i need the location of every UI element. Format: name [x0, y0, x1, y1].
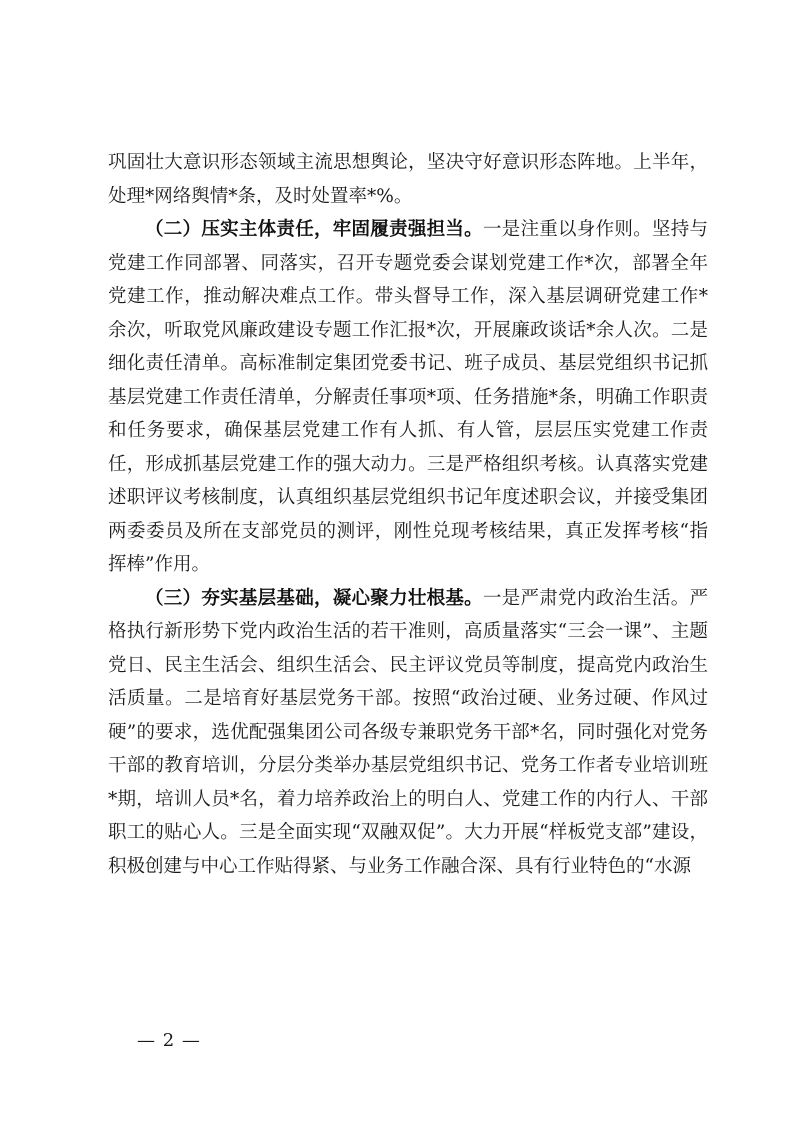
page-number: — 2 —	[137, 1030, 201, 1051]
paragraph-1	[108, 146, 708, 213]
paragraph-2	[108, 213, 708, 582]
paragraph-3-text: 一是严肃党内政治生活。严格执行新形势下党内政治生活的若干准则，高质量落实“三会一课”、主题党日、民主生活会、组织生活会、民主评议党员等制度，提高党内政治生活质量。二是培育好基层党务干部。按照“政治过硬、业务过硬、作风过硬”的要求，选优配强集团公司各级专兼职党务干部*名，同时强化对党务干部的教育培训，分层分类举办基层党组织书记、党务工作者专业培训班*期，培训人员*名，着力培养政治上的明白人、党建工作的内行人、干部职工的贴心人。三是全面实现“双融双促”。大力开展“样板党支部”建设，积极创建与中心工作贴得紧、与业务工作融合深、具有行业特色的“水源	[108, 587, 708, 877]
document-body	[108, 146, 708, 883]
paragraph-2-text: 一是注重以身作则。坚持与党建工作同部署、同落实，召开专题党委会谋划党建工作*次，部署全年党建工作，推动解决难点工作。带头督导工作，深入基层调研党建工作*余次，听取党风廉政建设专题工作汇报*次，开展廉政谈话*余人次。二是细化责任清单。高标准制定集团党委书记、班子成员、基层党组织书记抓基层党建工作责任清单，分解责任事项*项、任务措施*条，明确工作职责和任务要求，确保基层党建工作有人抓、有人管，层层压实党建工作责任，形成抓基层党建工作的强大动力。三是严格组织考核。认真落实党建述职评议考核制度，认真组织基层党组织书记年度述职会议，并接受集团两委委员及所在支部党员的测评，刚性兑现考核结果，真正发挥考核“指挥棒”作用。	[108, 219, 708, 575]
paragraph-3	[108, 582, 708, 884]
section-heading-3: （三）夯实基层基础，凝心聚力壮根基。	[145, 587, 483, 609]
paragraph-1-text: 巩固壮大意识形态领域主流思想舆论，坚决守好意识形态阵地。上半年，处理*网络舆情*条，及时处置率*%。	[108, 152, 708, 207]
section-heading-2: （二）压实主体责任，牢固履责强担当。	[145, 219, 483, 240]
